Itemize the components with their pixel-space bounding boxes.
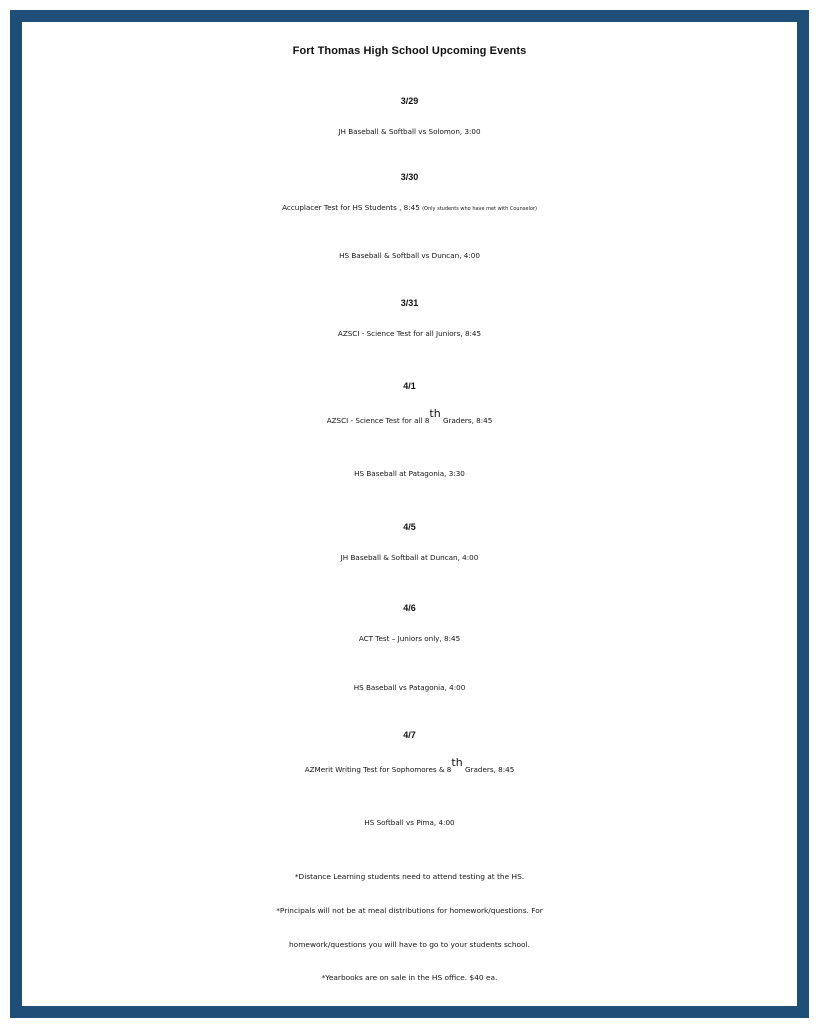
- event-item: [22, 204, 797, 212]
- event-item: HS Baseball vs Patagonia, 4:00: [353, 683, 466, 692]
- event-text-start: AZMerit Writing Test for Sophomores & 8: [304, 765, 452, 774]
- date-heading-4-6: 4/6: [403, 603, 416, 613]
- event-item: ACT Test – Juniors only, 8:45: [358, 634, 461, 643]
- event-flyer-frame: [10, 10, 809, 1018]
- date-heading-3-29: 3/29: [400, 96, 419, 106]
- event-text-start: AZSCI - Science Test for all 8: [326, 416, 430, 425]
- event-item: JH Baseball & Softball vs Solomon, 3:00: [338, 127, 481, 136]
- event-text-end: Graders, 8:45: [462, 765, 515, 774]
- event-note: (Only students who have met with Counselor): [422, 206, 537, 212]
- date-heading-4-7: 4/7: [403, 730, 416, 740]
- event-item: [22, 756, 797, 774]
- event-item: JH Baseball & Softball at Duncan, 4:00: [340, 553, 479, 562]
- event-item: HS Baseball & Softball vs Duncan, 4:00: [339, 251, 480, 260]
- date-heading-3-30: 3/30: [400, 172, 419, 182]
- footnote-line: homework/questions you will have to go to your students school.: [289, 940, 530, 949]
- event-text: Accuplacer Test for HS Students , 8:45: [282, 203, 420, 212]
- date-heading-4-5: 4/5: [403, 522, 416, 532]
- event-item: AZSCI - Science Test for all Juniors, 8:45: [337, 329, 482, 338]
- footnote-line: *Yearbooks are on sale in the HS office. $40 ea.: [321, 973, 498, 982]
- footnote-line: *Principals will not be at meal distributions for homework/questions. For: [276, 906, 543, 915]
- event-item: [22, 407, 797, 425]
- ordinal-suffix: th: [429, 407, 441, 420]
- footnote-line: *Distance Learning students need to attend testing at the HS.: [294, 872, 525, 881]
- event-item: HS Softball vs Pima, 4:00: [364, 818, 455, 827]
- event-text-end: Graders, 8:45: [440, 416, 493, 425]
- date-heading-3-31: 3/31: [400, 298, 419, 308]
- flyer-title: Fort Thomas High School Upcoming Events: [292, 45, 527, 57]
- date-heading-4-1: 4/1: [403, 381, 416, 391]
- event-item: HS Baseball at Patagonia, 3:30: [354, 469, 465, 478]
- ordinal-suffix: th: [451, 756, 463, 769]
